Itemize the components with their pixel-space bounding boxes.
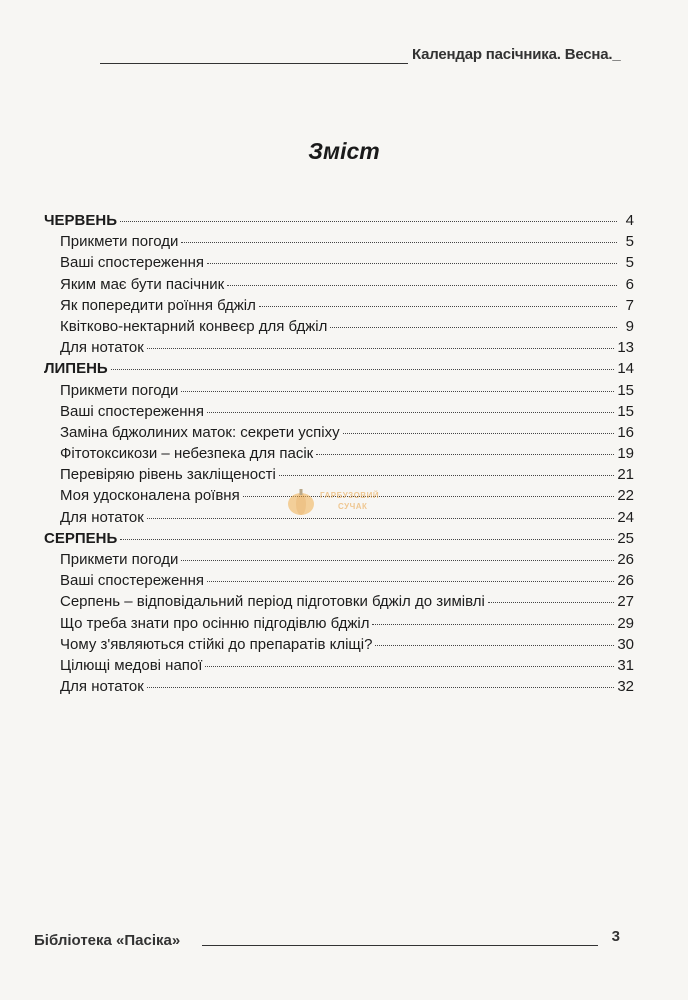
toc-entry — [44, 295, 634, 316]
toc-label: ЛИПЕНЬ — [44, 360, 108, 378]
toc-page-number: 26 — [617, 551, 634, 568]
toc-label: Серпень – відповідальний період підготовки бджіл до зимівлі — [60, 593, 485, 611]
toc-entry — [44, 676, 634, 697]
toc-leader-dots — [205, 666, 614, 667]
toc-label: Як попередити роїння бджіл — [60, 296, 256, 314]
toc-leader-dots — [207, 412, 614, 413]
toc-entry — [44, 380, 634, 401]
toc-leader-dots — [147, 348, 614, 349]
toc-page-number: 16 — [617, 423, 634, 441]
pumpkin-icon — [284, 484, 318, 518]
toc-leader-dots — [316, 454, 614, 455]
toc-page-number: 30 — [617, 635, 634, 653]
toc-label: Ваші спостереження — [60, 402, 204, 420]
toc-entry — [44, 570, 634, 591]
toc-page-number: 24 — [617, 508, 634, 526]
toc-entry — [44, 591, 634, 612]
toc-page-number: 29 — [617, 614, 634, 632]
toc-label: Моя удосконалена роївня — [60, 487, 240, 505]
footer-rule — [202, 945, 598, 946]
toc-label: Ваші спостереження — [60, 572, 204, 590]
header-title: Календар пасічника. Весна. _ — [412, 46, 621, 63]
toc-entry — [44, 337, 634, 358]
page-number: 3 — [611, 928, 620, 945]
running-header — [100, 44, 640, 68]
toc-entry — [44, 316, 634, 337]
watermark-line-2: СУЧАК — [338, 502, 368, 511]
toc-leader-dots — [375, 645, 614, 646]
toc-label: Прикмети погоди — [60, 233, 179, 251]
toc-page-number: 32 — [617, 678, 634, 696]
toc-label: Цілющі медові напої — [60, 656, 203, 674]
toc-label: Прикмети погоди — [60, 381, 179, 399]
toc-section — [44, 528, 634, 549]
footer-series-title: Бібліотека «Пасіка» — [34, 932, 181, 949]
toc-leader-dots — [181, 391, 614, 392]
toc-label: Квітково-нектарний конвеєр для бджіл — [60, 317, 328, 335]
toc-label: Для нотаток — [60, 339, 144, 357]
toc-page-number: 14 — [617, 360, 634, 378]
toc-leader-dots — [279, 475, 615, 476]
toc-page-number: 25 — [617, 529, 634, 547]
toc-page-number: 5 — [625, 254, 634, 272]
toc-label: Що треба знати про осінню підгодівлю бджіл — [60, 614, 370, 632]
toc-label: СЕРПЕНЬ — [44, 529, 118, 547]
header-rule — [100, 63, 408, 64]
toc-page-number: 26 — [617, 572, 634, 590]
page-title: Зміст — [308, 138, 380, 164]
toc-label: Перевіряю рівень закліщеності — [60, 466, 276, 484]
toc-leader-dots — [111, 369, 615, 370]
toc-leader-dots — [120, 221, 617, 222]
toc-page-number: 15 — [617, 381, 634, 399]
running-footer — [34, 928, 634, 958]
toc-page-number: 13 — [617, 339, 634, 357]
toc-leader-dots — [372, 624, 614, 625]
toc-label: Чому з'являються стійкі до препаратів кліщі? — [60, 635, 373, 653]
toc-label: Прикмети погоди — [60, 551, 179, 568]
toc-page-number: 7 — [625, 296, 634, 314]
toc-page-number: 9 — [625, 317, 634, 335]
toc-entry — [44, 549, 634, 570]
toc-label: Яким має бути пасічник — [60, 275, 225, 293]
toc-entry — [44, 274, 634, 295]
toc-label: Заміна бджолиних маток: секрети успіху — [60, 423, 340, 441]
toc-page-number: 19 — [617, 445, 634, 463]
toc-entry — [44, 655, 634, 676]
toc-section — [44, 210, 634, 231]
toc-page-number: 15 — [617, 402, 634, 420]
toc-section — [44, 358, 634, 379]
toc-label: Для нотаток — [60, 508, 144, 526]
toc-leader-dots — [343, 433, 615, 434]
toc-leader-dots — [181, 242, 617, 243]
toc-leader-dots — [330, 327, 617, 328]
toc-leader-dots — [488, 602, 614, 603]
toc-entry — [44, 464, 634, 485]
toc-page-number: 6 — [625, 275, 634, 293]
toc-label: Для нотаток — [60, 678, 144, 696]
toc-label: Ваші спостереження — [60, 254, 204, 272]
toc-entry — [44, 613, 634, 634]
toc-page-number: 4 — [625, 212, 634, 229]
toc-leader-dots — [259, 306, 617, 307]
toc-leader-dots — [227, 285, 617, 286]
toc-page-number: 31 — [617, 656, 634, 674]
toc-entry — [44, 231, 634, 252]
toc-page-number: 21 — [617, 466, 634, 484]
toc-page-number: 5 — [625, 233, 634, 251]
toc-page-number: 27 — [617, 593, 634, 611]
toc-entry — [44, 252, 634, 273]
toc-leader-dots — [207, 581, 614, 582]
toc-entry — [44, 422, 634, 443]
watermark-line-1: ГАРБУЗОВИЙ — [320, 491, 380, 500]
toc-leader-dots — [120, 539, 614, 540]
toc-label: Фітотоксикози – небезпека для пасік — [60, 445, 314, 463]
toc-entry — [44, 634, 634, 655]
toc-label: ЧЕРВЕНЬ — [44, 212, 118, 229]
toc-entry — [44, 443, 634, 464]
toc-leader-dots — [181, 560, 614, 561]
toc-entry — [44, 401, 634, 422]
toc-leader-dots — [207, 263, 617, 264]
toc-leader-dots — [147, 687, 614, 688]
table-of-contents — [44, 210, 634, 697]
toc-page-number: 22 — [617, 487, 634, 505]
watermark — [284, 484, 384, 518]
